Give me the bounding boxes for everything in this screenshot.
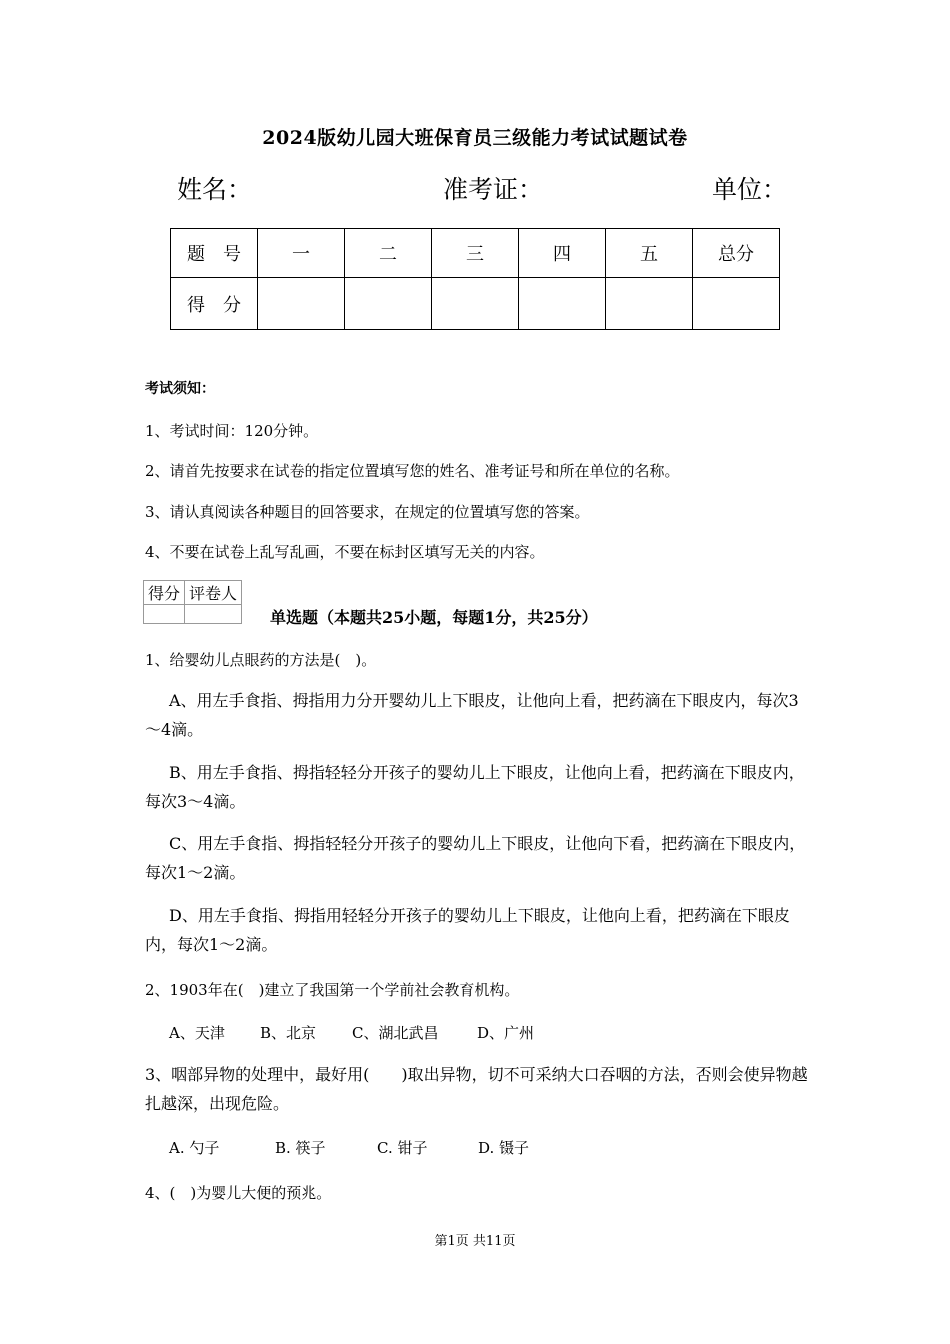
notice-item: 1、考试时间：120分钟。: [145, 422, 319, 440]
score-table-header-cell: 四: [519, 229, 606, 278]
question-3-option: D. 镊子: [478, 1139, 530, 1157]
question-2-stem: 2、1903年在( )建立了我国第一个学前社会教育机构。: [145, 981, 520, 999]
score-cell: [693, 278, 780, 330]
score-cell: [432, 278, 519, 330]
page-title: 2024版幼儿园大班保育员三级能力考试试题试卷: [262, 127, 688, 149]
question-2-option: B、北京: [260, 1024, 317, 1042]
score-table-header-cell: 总分: [693, 229, 780, 278]
question-1-option-d: D、用左手食指、拇指用轻轻分开孩子的婴幼儿上下眼皮，让他向上看，把药滴在下眼皮内，每次1～2滴。: [145, 906, 790, 954]
score-table-header-cell: 题 号: [171, 229, 258, 278]
name-field-label: 姓名：: [177, 175, 253, 204]
question-2-option: A、天津: [169, 1024, 225, 1042]
grader-box: [143, 580, 242, 624]
question-1-option-b: B、用左手食指、拇指轻轻分开孩子的婴幼儿上下眼皮，让他向上看，把药滴在下眼皮内，每次3～4滴。: [145, 763, 805, 811]
section-title: 单选题（本题共25小题，每题1分，共25分）: [270, 608, 598, 627]
notice-heading: 考试须知：: [145, 381, 215, 397]
unit-field-label: 单位：: [712, 175, 788, 204]
grader-name-label: 评卷人: [185, 581, 242, 605]
notice-item: 2、请首先按要求在试卷的指定位置填写您的姓名、准考证号和所在单位的名称。: [145, 462, 680, 480]
question-2-option: C、湖北武昌: [352, 1024, 439, 1042]
score-cell: [519, 278, 606, 330]
score-table-header-cell: 二: [345, 229, 432, 278]
score-cell: [258, 278, 345, 330]
question-3-option: A. 勺子: [169, 1139, 220, 1157]
grader-score-label: 得分: [144, 581, 185, 605]
score-row-label: 得 分: [171, 278, 258, 330]
score-cell: [345, 278, 432, 330]
exam-id-field-label: 准考证：: [443, 175, 544, 204]
question-2-option: D、广州: [477, 1024, 535, 1042]
question-3-option: B. 筷子: [275, 1139, 326, 1157]
question-3-stem: 3、咽部异物的处理中，最好用( )取出异物，切不可采纳大口吞咽的方法，否则会使异物越扎越深，出现危险。: [145, 1065, 808, 1113]
grader-score-cell: [144, 605, 185, 624]
grader-name-cell: [185, 605, 242, 624]
score-table-header-cell: 一: [258, 229, 345, 278]
score-table-header-row: [171, 229, 780, 278]
score-table: [170, 228, 780, 330]
question-3-option: C. 钳子: [377, 1139, 428, 1157]
score-cell: [606, 278, 693, 330]
notice-item: 4、不要在试卷上乱写乱画，不要在标封区填写无关的内容。: [145, 543, 545, 561]
question-1-option-c: C、用左手食指、拇指轻轻分开孩子的婴幼儿上下眼皮，让他向下看，把药滴在下眼皮内，每次1～2滴。: [145, 834, 806, 882]
question-1-option-a: A、用左手食指、拇指用力分开婴幼儿上下眼皮，让他向上看，把药滴在下眼皮内，每次3～4滴。: [145, 691, 799, 739]
score-table-score-row: [171, 278, 780, 330]
notice-item: 3、请认真阅读各种题目的回答要求，在规定的位置填写您的答案。: [145, 503, 590, 521]
score-table-header-cell: 五: [606, 229, 693, 278]
score-table-header-cell: 三: [432, 229, 519, 278]
question-1-stem: 1、给婴幼儿点眼药的方法是( )。: [145, 651, 377, 669]
question-4-stem: 4、( )为婴儿大便的预兆。: [145, 1184, 332, 1202]
page-footer: 第1页 共11页: [434, 1234, 516, 1249]
